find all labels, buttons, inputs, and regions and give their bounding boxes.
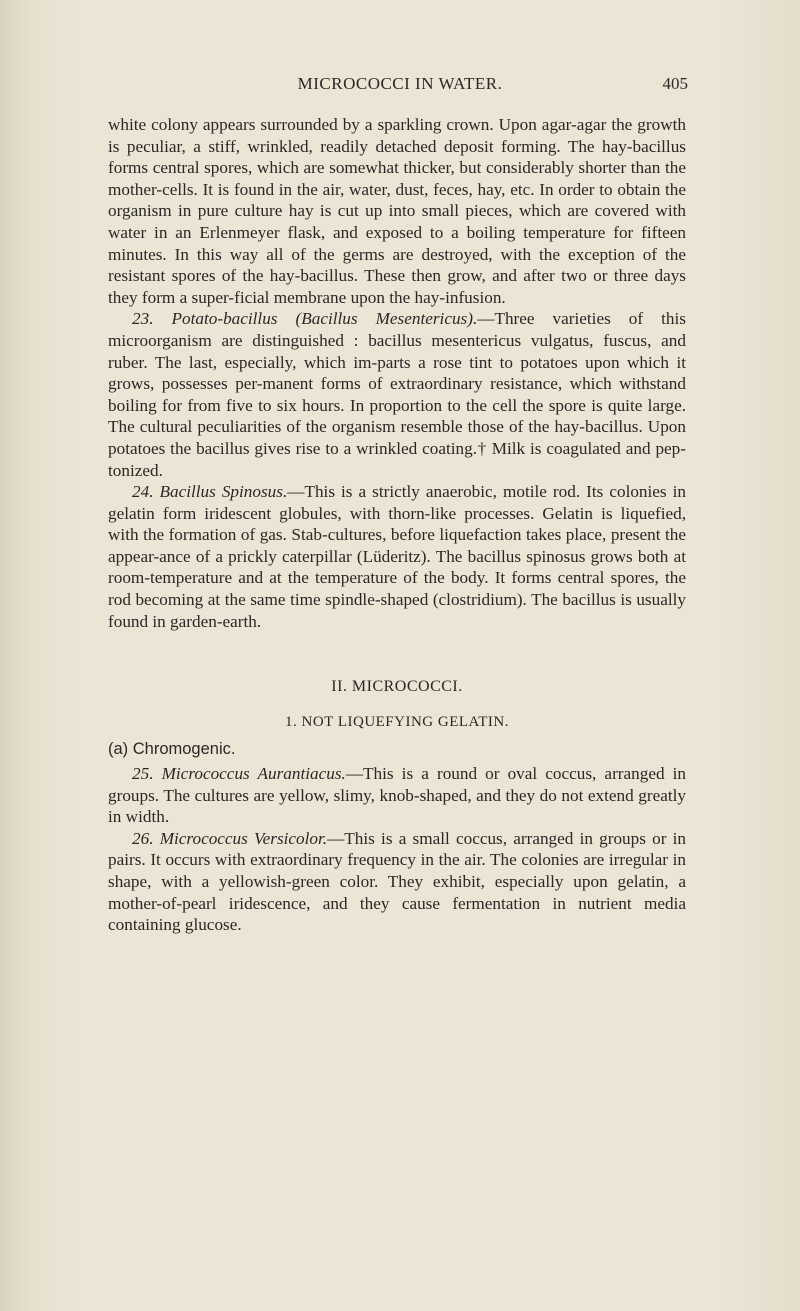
entry-name: Micrococcus Aurantiacus. bbox=[161, 764, 346, 784]
entry-text: —This is a strictly anaerobic, motile rod. Its colonies in gelatin form iridescent globules, with thorn-like processes. Gelatin is liquefied, with the formation of gas. Stab-cultures, before liquefaction takes place, present the appear-ance of a prickly caterpillar (Lüderitz). The bacillus spinosus grows both at room-temperature and at the temperature of the body. It forms central spores, the rod becoming at the same time spindle-shaped (clostridium). The bacillus is usually found in garden-earth. bbox=[108, 482, 687, 631]
entry-micrococcus-versicolor bbox=[108, 828, 686, 936]
entry-name: Potato-bacillus (Bacillus Mesentericus). bbox=[171, 309, 478, 329]
body-text bbox=[108, 114, 686, 936]
entry-name: Bacillus Spinosus. bbox=[159, 482, 288, 502]
entry-micrococcus-aurantiacus bbox=[108, 763, 686, 828]
entry-number: 24. bbox=[132, 482, 154, 502]
continuation-paragraph: white colony appears surrounded by a sparkling crown. Upon agar-agar the growth is peculiar, a stiff, wrinkled, readily detached deposit forming. The hay-bacillus forms central spores, which are somewhat thicker, but considerably shorter than the mother-cells. It is found in the air, water, dust, feces, hay, etc. In order to obtain the organism in pure culture hay is cut up into small pieces, which are covered with water in an Erlenmeyer flask, and exposed to a boiling temperature for fifteen minutes. In this way all of the germs are destroyed, with the exception of the resistant spores of the hay-bacillus. These then grow, and after two or three days they form a super-ficial membrane upon the hay-infusion. bbox=[108, 115, 686, 307]
group-heading: (a) Chromogenic. bbox=[108, 740, 236, 759]
entry-number: 23. bbox=[132, 309, 154, 329]
page-header bbox=[0, 74, 800, 100]
subsection-heading: 1. NOT LIQUEFYING GELATIN. bbox=[285, 713, 509, 730]
page-number: 405 bbox=[662, 74, 688, 93]
entry-text: —This is a round or oval coccus, arranged in groups. The cultures are yellow, slimy, knob-shaped, and they do not extend greatly in width. bbox=[108, 764, 687, 827]
entry-text: —Three varieties of this microorganism are distinguished : bacillus mesentericus vulgatus, fuscus, and ruber. The last, especially, which im-parts a rose tint to potatoes upon which it grows, possesses per-manent forms of extraordinary resistance, which withstand boiling for from five to six hours. In proportion to the cell the spore is quite large. The cultural peculiarities of the organism resemble those of the hay-bacillus. Upon potatoes the bacillus gives rise to a wrinkled coating.† Milk is coagulated and pep-tonized. bbox=[108, 309, 686, 480]
section-heading: II. MICROCOCCI. bbox=[331, 678, 463, 696]
entry-text: —This is a small coccus, arranged in groups or in pairs. It occurs with extraordinary frequency in the air. The colonies are irregular in shape, with a yellowish-green color. They exhibit, especially upon gelatin, a mother-of-pearl iridescence, and they cause fermentation in nutrient media containing glucose. bbox=[108, 828, 687, 935]
entry-potato-bacillus bbox=[108, 308, 686, 481]
entry-name: Micrococcus Versicolor. bbox=[159, 828, 328, 848]
running-head: MICROCOCCI IN WATER. bbox=[297, 74, 503, 93]
entry-number: 25. bbox=[132, 764, 154, 784]
entry-bacillus-spinosus bbox=[108, 481, 686, 632]
entry-number: 26. bbox=[132, 828, 154, 848]
